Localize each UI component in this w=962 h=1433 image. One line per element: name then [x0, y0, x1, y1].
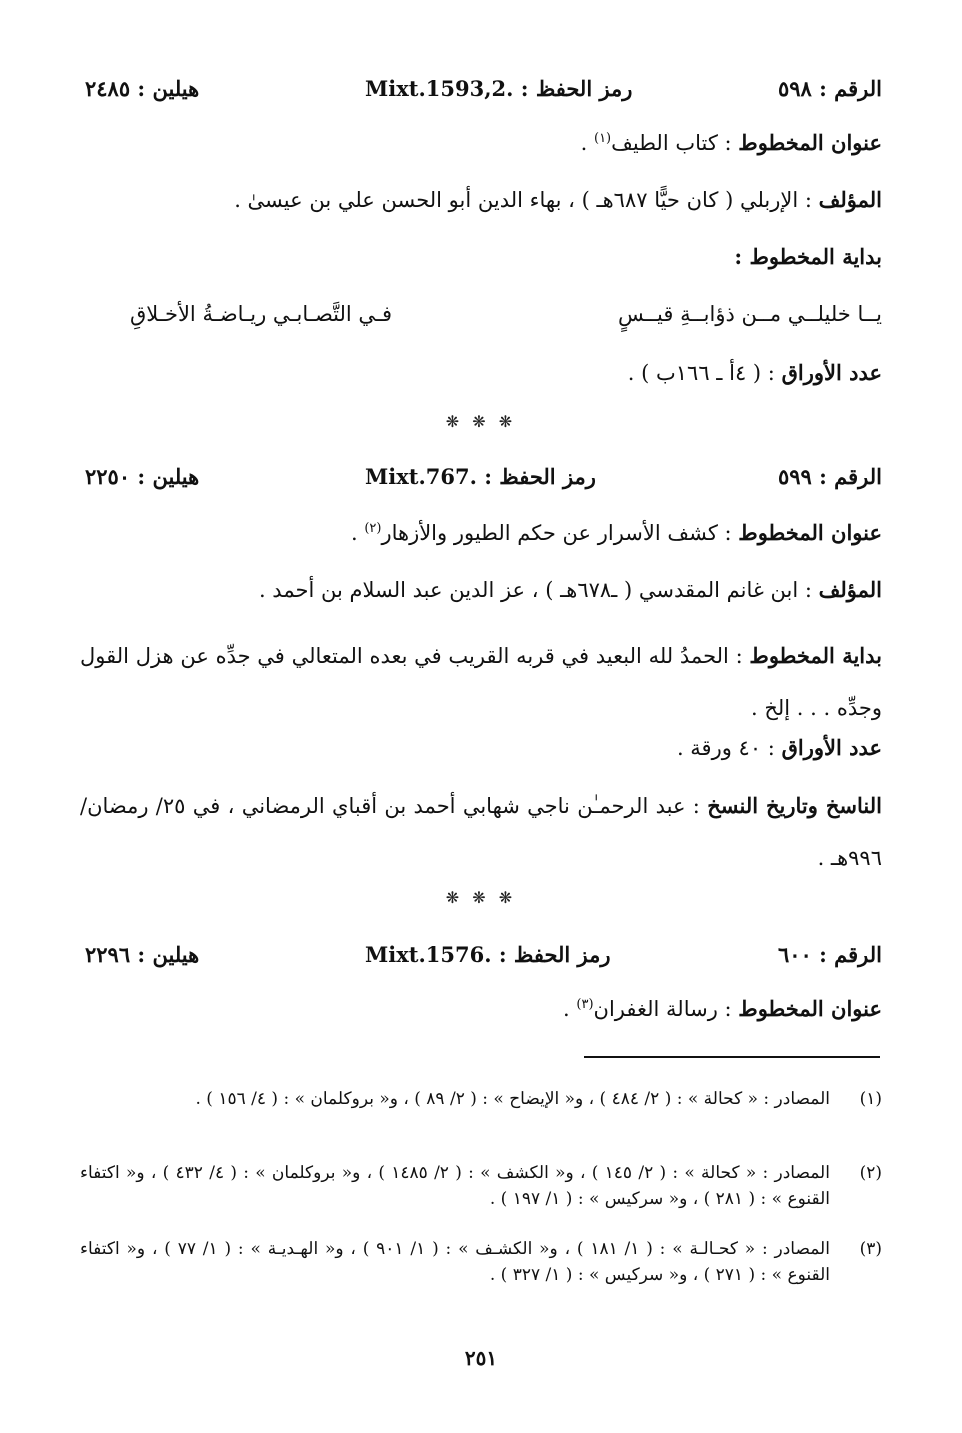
footnote-rule [584, 1056, 880, 1058]
beginning-label: بداية المخطوط : [734, 244, 882, 269]
shelf-code: Mixt.767. [365, 464, 477, 489]
shelf-label: رمز الحفظ : [498, 942, 611, 967]
helin-number: هيلين : ٢٤٨٥ [85, 76, 200, 101]
author-label: المؤلف [818, 187, 882, 212]
title-line [80, 518, 882, 548]
shelf-label: رمز الحفظ : [484, 464, 596, 489]
folios-label: عدد الأوراق [781, 360, 882, 385]
section-separator: ❋ ❋ ❋ [445, 412, 517, 431]
author-label: المؤلف [818, 577, 882, 602]
footnote-ref: (١) [593, 131, 612, 146]
title-value: : رسالة الغفران [593, 997, 732, 1021]
entry-number: الرقم : ٥٩٩ [777, 464, 882, 489]
beginning-value: : الحمدُ لله البعيد في قربه القريب في بعده المتعالي في جدِّه عن هزل القول وجدِّه . . . إلخ . [80, 644, 882, 720]
folios-value: : ٤٠ ورقة . [676, 736, 775, 760]
beginning-label: بداية المخطوط [749, 643, 882, 668]
verse-line [80, 298, 882, 330]
folios-line [80, 358, 882, 388]
title-end: . [580, 131, 594, 155]
footnote-number: (١) [859, 1089, 882, 1109]
author-value: : الإربلي ( كان حيًّا ٦٨٧هـ ) ، بهاء الدين أبو الحسن علي بن عيسىٰ . [234, 188, 812, 212]
title-label: عنوان المخطوط [738, 130, 882, 155]
verse-hemistich-first: يــا خليلــي مــن ذؤابــةِ قيــسٍ [617, 302, 882, 326]
footnote-ref: (٢) [364, 521, 382, 536]
title-line [80, 128, 882, 158]
footnote-text: المصادر : « كحالة » : ( ٢/ ١٤٥ ) ، و« الكشف » : ( ٢/ ١٤٨٥ ) ، و« بروكلمان » : ( ٤/ ٤٣٢ ) ، و« اكتفاء القنوع » : ( ٢٨١ ) ، و« سركيس » : ( ١/ ١٩٧ ) . [80, 1163, 830, 1209]
copyist-label: الناسخ وتاريخ النسخ [707, 793, 882, 818]
author-line [80, 185, 882, 215]
entry-header [80, 462, 882, 492]
helin-number: هيلين : ٢٢٥٠ [85, 464, 200, 489]
author-line [80, 575, 882, 605]
shelf-label: رمز الحفظ : [520, 76, 633, 101]
title-value: : كتاب الطيف [611, 131, 732, 155]
title-end: . [350, 521, 365, 545]
shelf-mark [365, 462, 596, 492]
page-number: ٢٥١ [464, 1346, 498, 1370]
author-value: : ابن غانم المقدسي ( ـ٦٧٨هـ ) ، عز الدين عبد السلام بن أحمد . [258, 578, 812, 602]
copyist-value: : عبد الرحمـٰن ناجي شهابي أحمد بن أقباي الرمضاني ، في ٢٥/ رمضان/ ٩٩٦هـ . [80, 794, 882, 870]
title-label: عنوان المخطوط [738, 520, 882, 545]
entry-header [80, 940, 882, 970]
title-value: : كشف الأسرار عن حكم الطيور والأزهار [381, 521, 732, 545]
folios-line [80, 733, 882, 763]
title-line [80, 994, 882, 1024]
footnote-text: المصادر : « كحـالـة » : ( ١/ ١٨١ ) ، و« الكشـف » : ( ١/ ٩٠١ ) ، و« الهـديـة » : ( ١/ ٧٧ ) ، و« اكتفاء القنوع » : ( ٢٧١ ) ، و« سركيس » : ( ١/ ٣٢٧ ) . [80, 1239, 830, 1285]
verse-hemistich-second: فـي التَّصـابـي ريـاضـةُ الأخـلاقِ [130, 302, 393, 326]
title-end: . [563, 997, 577, 1021]
footnote [80, 1160, 882, 1216]
shelf-code: Mixt.1576. [365, 942, 492, 967]
footnote [80, 1086, 882, 1142]
shelf-mark [365, 74, 632, 104]
footnote-ref: (٣) [576, 997, 594, 1012]
shelf-mark [365, 940, 611, 970]
footnote-number: (٢) [859, 1163, 882, 1183]
title-label: عنوان المخطوط [738, 996, 882, 1021]
footnote-text: المصادر : « كحالة » : ( ٢/ ٤٨٤ ) ، و« الإيضاح » : ( ٢/ ٨٩ ) ، و« بروكلمان » : ( ٤/ ١٥٦ ) . [195, 1089, 830, 1109]
entry-number: الرقم : ٦٠٠ [777, 942, 882, 967]
section-separator: ❋ ❋ ❋ [445, 888, 517, 907]
helin-number: هيلين : ٢٢٩٦ [85, 942, 200, 967]
entry-number: الرقم : ٥٩٨ [777, 76, 882, 101]
footnote [80, 1236, 882, 1292]
shelf-code: Mixt.1593,2. [365, 76, 514, 101]
beginning-line [80, 630, 882, 740]
footnote-number: (٣) [859, 1239, 882, 1259]
folios-label: عدد الأوراق [781, 735, 882, 760]
copyist-line [80, 780, 882, 890]
entry-header [80, 74, 882, 104]
folios-value: : ( ٤أ ـ ١٦٦ب ) . [627, 361, 775, 385]
